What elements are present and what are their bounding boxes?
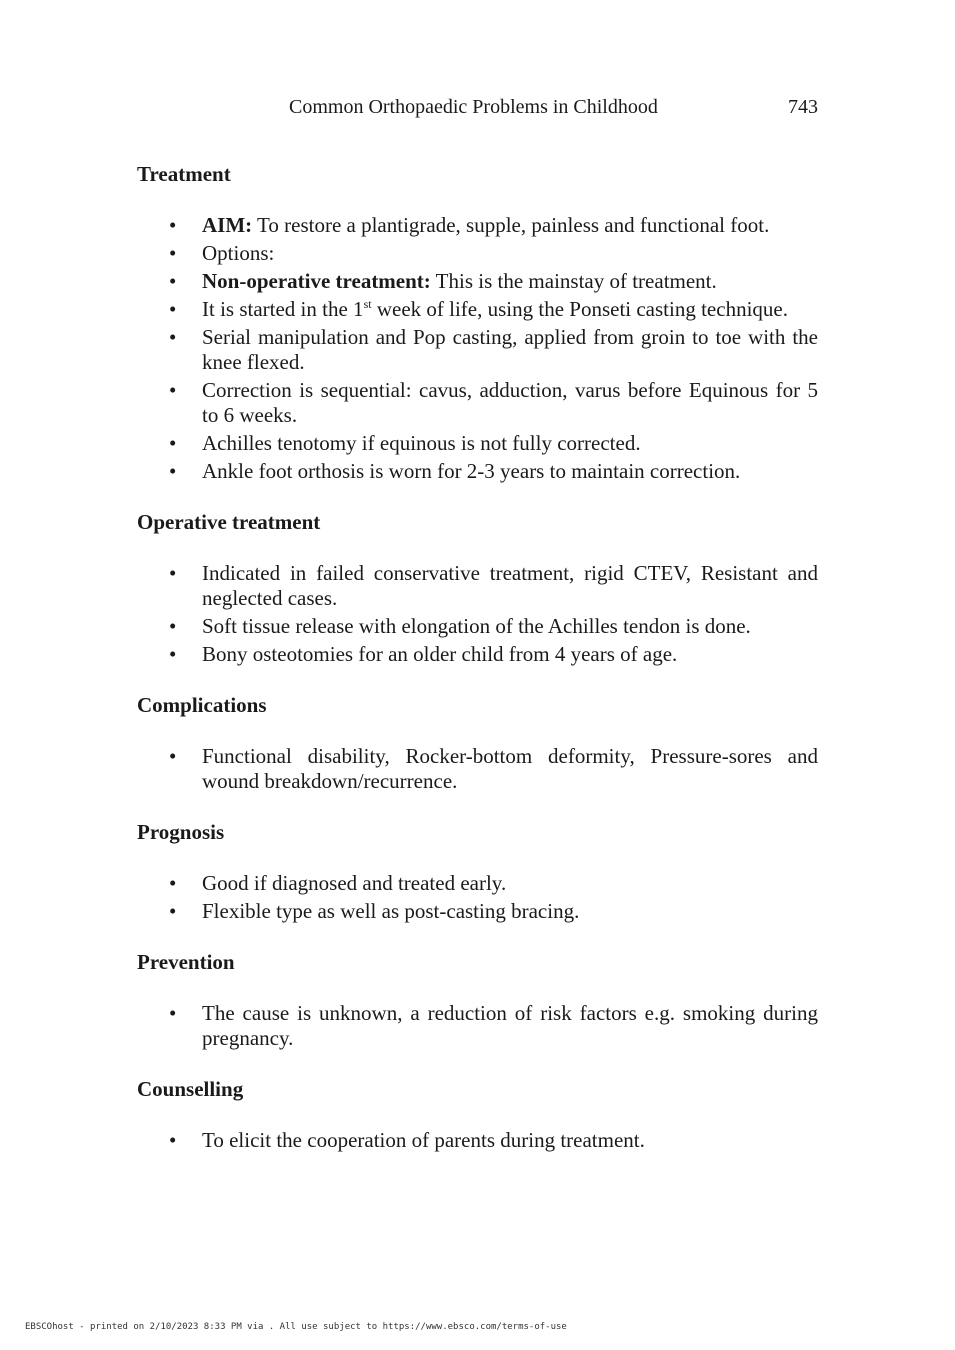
- page-number: 743: [788, 96, 818, 118]
- section-complications: [137, 691, 818, 794]
- list-item: • Good if diagnosed and treated early.: [137, 871, 818, 896]
- list-item: [137, 213, 818, 238]
- list-item: [137, 297, 818, 322]
- aim-text: To restore a plantigrade, supple, painless and functional foot.: [252, 213, 770, 237]
- bullet-list: [137, 871, 818, 924]
- section-prognosis: [137, 818, 818, 924]
- ordinal-superscript: st: [363, 297, 372, 311]
- section-heading: Treatment: [137, 162, 231, 186]
- section-heading: Prognosis: [137, 820, 225, 844]
- list-item: • Bony osteotomies for an older child from 4 years of age.: [137, 642, 818, 667]
- section-heading: Complications: [137, 693, 267, 717]
- list-item: • Flexible type as well as post-casting bracing.: [137, 899, 818, 924]
- list-item: • Indicated in failed conservative treatment, rigid CTEV, Resistant and neglected cases.: [137, 561, 818, 611]
- list-item: • Options:: [137, 241, 818, 266]
- running-title: Common Orthopaedic Problems in Childhood: [289, 96, 658, 118]
- aim-label: AIM:: [202, 213, 253, 237]
- section-operative: [137, 508, 818, 667]
- footer-text: EBSCOhost - printed on 2/10/2023 8:33 PM via . All use subject to https://www.ebsco.com/terms-of-use: [25, 1322, 567, 1332]
- started-text-post: week of life, using the Ponseti casting technique.: [371, 297, 788, 321]
- list-item: • Ankle foot orthosis is worn for 2-3 years to maintain correction.: [137, 459, 818, 484]
- list-item: • Soft tissue release with elongation of the Achilles tendon is done.: [137, 614, 818, 639]
- bullet-list: [137, 1001, 818, 1051]
- list-item: • To elicit the cooperation of parents during treatment.: [137, 1128, 818, 1153]
- section-prevention: [137, 948, 818, 1051]
- ebsco-footer: [25, 1322, 567, 1332]
- running-header: [0, 96, 955, 122]
- page-content: [137, 160, 818, 1177]
- section-heading: Prevention: [137, 950, 235, 974]
- started-text-pre: It is started in the 1: [202, 297, 364, 321]
- list-item: • Correction is sequential: cavus, adduction, varus before Equinous for 5 to 6 weeks.: [137, 378, 818, 428]
- nonop-text: This is the mainstay of treatment.: [430, 269, 717, 293]
- section-treatment: [137, 160, 818, 484]
- bullet-list: [137, 561, 818, 667]
- nonop-label: Non-operative treatment:: [202, 269, 431, 293]
- list-item: • Serial manipulation and Pop casting, applied from groin to toe with the knee flexed.: [137, 325, 818, 375]
- section-heading: Operative treatment: [137, 510, 321, 534]
- bullet-list: [137, 744, 818, 794]
- list-item: • Achilles tenotomy if equinous is not fully corrected.: [137, 431, 818, 456]
- list-item: • Functional disability, Rocker-bottom deformity, Pressure-sores and wound breakdown/recurrence.: [137, 744, 818, 794]
- list-item: • The cause is unknown, a reduction of risk factors e.g. smoking during pregnancy.: [137, 1001, 818, 1051]
- list-item: [137, 269, 818, 294]
- section-heading: Counselling: [137, 1077, 244, 1101]
- bullet-list: [137, 213, 818, 484]
- section-counselling: [137, 1075, 818, 1153]
- bullet-list: [137, 1128, 818, 1153]
